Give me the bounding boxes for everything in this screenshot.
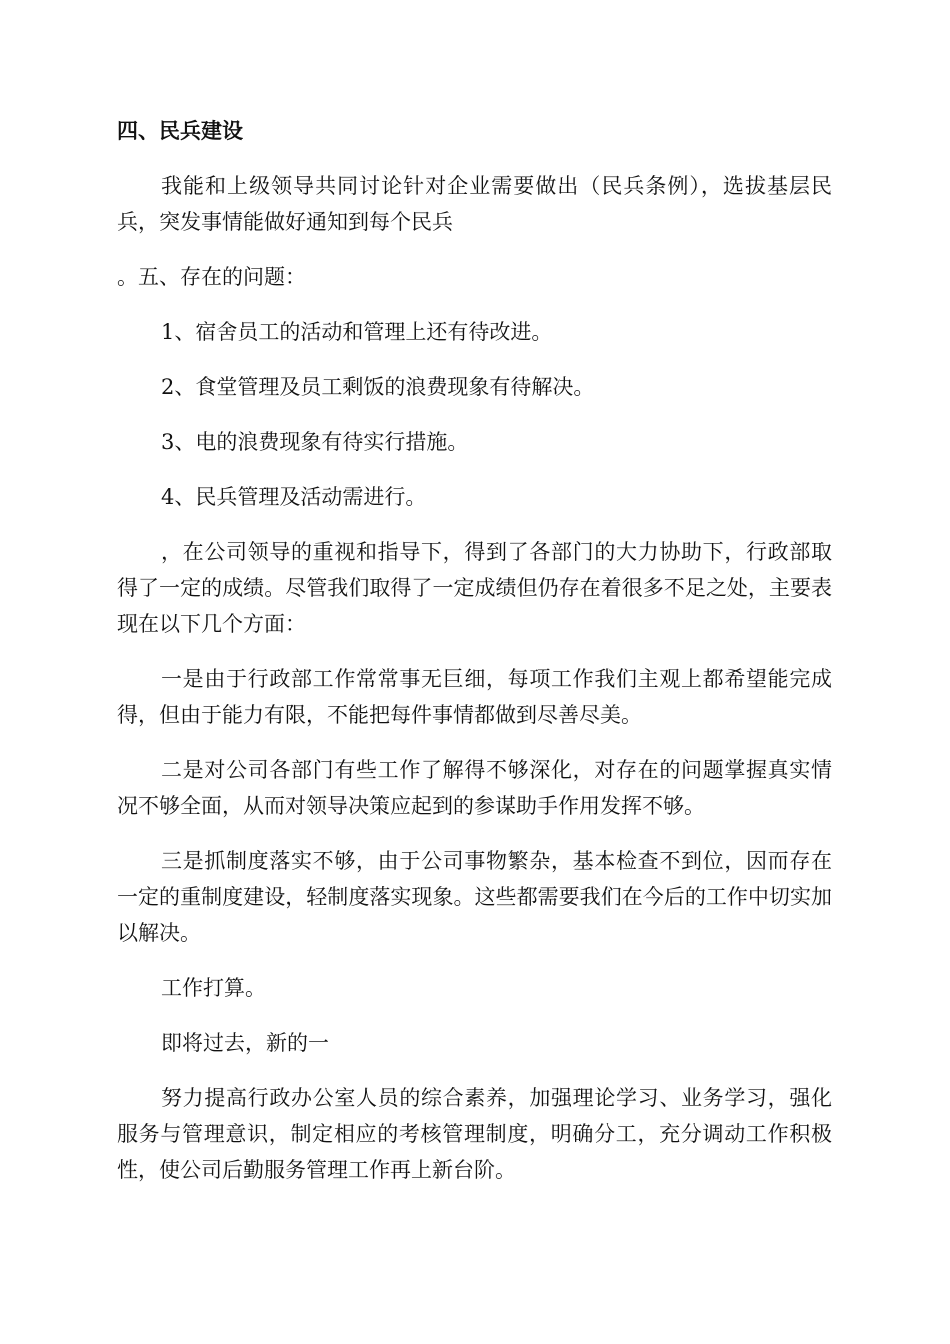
- document-body: [117, 113, 832, 1207]
- paragraph-militia-intro: 我能和上级领导共同讨论针对企业需要做出（民兵条例），选拔基层民兵，突发事情能做好通知到每个民兵: [117, 174, 832, 234]
- paragraph-shortcoming-3: 三是抓制度落实不够，由于公司事物繁杂，基本检查不到位，因而存在一定的重制度建设，轻制度落实现象。这些都需要我们在今后的工作中切实加以解决。: [117, 849, 832, 945]
- paragraph-new-year: 即将过去，新的一: [161, 1031, 329, 1055]
- paragraph-improvement: 努力提高行政办公室人员的综合素养，加强理论学习、业务学习，强化服务与管理意识，制定相应的考核管理制度，明确分工，充分调动工作积极性，使公司后勤服务管理工作再上新台阶。: [117, 1086, 832, 1182]
- paragraph-problem-1: 1、宿舍员工的活动和管理上还有待改进。: [161, 320, 553, 344]
- section-heading: 四、民兵建设: [117, 118, 243, 143]
- paragraph-achievements: ，在公司领导的重视和指导下，得到了各部门的大力协助下，行政部取得了一定的成绩。尽管我们取得了一定成绩但仍存在着很多不足之处，主要表现在以下几个方面：: [117, 540, 832, 636]
- paragraph-shortcoming-2: 二是对公司各部门有些工作了解得不够深化，对存在的问题掌握真实情况不够全面，从而对领导决策应起到的参谋助手作用发挥不够。: [117, 758, 832, 818]
- paragraph-problems-heading: 。五、存在的问题：: [117, 265, 306, 289]
- paragraph-work-plan: 工作打算。: [161, 976, 266, 1000]
- paragraph-problem-4: 4、民兵管理及活动需进行。: [161, 485, 427, 509]
- paragraph-problem-3: 3、电的浪费现象有待实行措施。: [161, 430, 469, 454]
- paragraph-shortcoming-1: 一是由于行政部工作常常事无巨细，每项工作我们主观上都希望能完成得，但由于能力有限，不能把每件事情都做到尽善尽美。: [117, 667, 832, 727]
- paragraph-problem-2: 2、食堂管理及员工剩饭的浪费现象有待解决。: [161, 375, 595, 399]
